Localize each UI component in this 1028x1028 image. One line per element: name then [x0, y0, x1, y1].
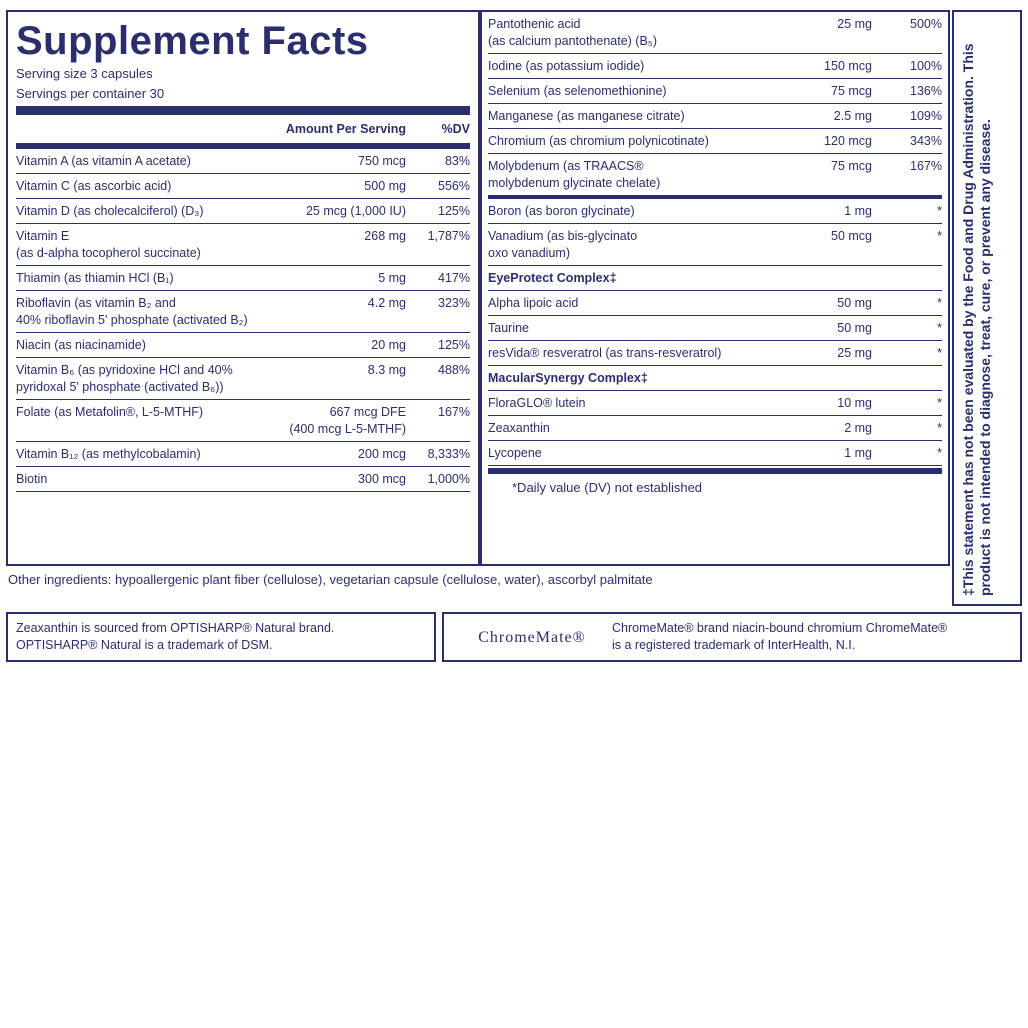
- table-row: [488, 416, 942, 441]
- table-row: [488, 391, 942, 416]
- table-row: [488, 291, 942, 316]
- nutrient-name: Folate (as Metafolin®, L-5-MTHF): [16, 405, 204, 419]
- nutrient-name: Vitamin A (as vitamin A acetate): [16, 154, 191, 168]
- nutrient-amount: 300 mcg: [358, 472, 406, 486]
- nutrient-dv: 167%: [438, 405, 470, 419]
- nutrient-name: Vanadium (as bis-glycinato oxo vanadium): [488, 229, 638, 260]
- servings-per-container: Servings per container 30: [16, 86, 165, 101]
- nutrient-amount: 150 mcg: [824, 59, 872, 73]
- table-row: [16, 333, 470, 358]
- nutrient-name: Chromium (as chromium polynicotinate): [488, 134, 709, 148]
- nutrient-amount: 2 mg: [844, 421, 872, 435]
- table-row: [16, 442, 470, 467]
- nutrient-name: Lycopene: [488, 446, 542, 460]
- nutrient-dv: 109%: [910, 109, 942, 123]
- nutrient-name: Thiamin (as thiamin HCl (B₁): [16, 271, 174, 285]
- zeaxanthin-note: [6, 612, 436, 662]
- nutrient-name: Boron (as boron glycinate): [488, 204, 635, 218]
- nutrient-amount: 20 mg: [371, 338, 406, 352]
- table-row: [16, 224, 470, 266]
- nutrient-name: FloraGLO® lutein: [488, 396, 586, 410]
- amount-header: Amount Per Serving: [285, 122, 406, 136]
- nutrient-dv: *: [937, 229, 942, 243]
- nutrient-amount: 120 mcg: [824, 134, 872, 148]
- nutrient-amount: 75 mcg: [831, 159, 872, 173]
- nutrient-name: Pantothenic acid (as calcium pantothenate) (B₅): [488, 17, 658, 48]
- nutrient-name: resVida® resveratrol (as trans-resveratrol): [488, 346, 722, 360]
- nutrient-name: Riboflavin (as vitamin B₂ and 40% riboflavin 5' phosphate (activated B₂): [16, 296, 248, 327]
- nutrient-dv: *: [937, 296, 942, 310]
- divider-bar: [16, 106, 470, 115]
- nutrient-amount: 25 mg: [837, 17, 872, 31]
- eyeprotect-list: [488, 291, 942, 366]
- nutrient-name: Molybdenum (as TRAACS® molybdenum glycinate chelate): [488, 159, 661, 190]
- table-row: [16, 467, 470, 492]
- dv-note: *Daily value (DV) not established: [512, 480, 703, 495]
- nutrient-name: Taurine: [488, 321, 529, 335]
- nutrient-dv: *: [937, 321, 942, 335]
- table-row: [488, 316, 942, 341]
- nutrient-dv: *: [937, 396, 942, 410]
- nutrient-dv: *: [937, 204, 942, 218]
- nutrient-amount: 50 mcg: [831, 229, 872, 243]
- nutrient-amount: 8.3 mg: [367, 363, 406, 377]
- serving-size: Serving size 3 capsules: [16, 66, 153, 81]
- nutrient-list-right-a: [488, 12, 942, 196]
- table-row: [16, 149, 470, 174]
- supplement-facts-left-panel: [6, 10, 480, 566]
- table-row: [488, 341, 942, 366]
- supplement-facts-right-panel: [480, 10, 950, 566]
- nutrient-dv: *: [937, 446, 942, 460]
- table-row: [16, 199, 470, 224]
- table-row: [16, 358, 470, 400]
- nutrient-dv: 1,000%: [427, 472, 470, 486]
- nutrient-amount: 667 mcg DFE (400 mcg L-5-MTHF): [289, 405, 406, 436]
- nutrient-name: Biotin: [16, 472, 48, 486]
- nutrient-name: Vitamin E (as d-alpha tocopherol succinate): [16, 229, 201, 260]
- column-header: [16, 115, 470, 143]
- table-row: [488, 104, 942, 129]
- nutrient-amount: 1 mg: [844, 446, 872, 460]
- nutrient-amount: 5 mg: [378, 271, 406, 285]
- table-row: [16, 174, 470, 199]
- nutrient-name: Vitamin C (as ascorbic acid): [16, 179, 172, 193]
- nutrient-dv: 125%: [438, 204, 470, 218]
- nutrient-dv: 136%: [910, 84, 942, 98]
- nutrient-name: Vitamin B₆ (as pyridoxine HCl and 40% pyridoxal 5' phosphate (activated B₆)): [16, 363, 233, 394]
- eyeprotect-title: EyeProtect Complex‡: [488, 266, 942, 291]
- page-title: Supplement Facts: [16, 19, 369, 63]
- chromemate-note: [442, 612, 1022, 662]
- nutrient-name: Niacin (as niacinamide): [16, 338, 146, 352]
- nutrient-name: Iodine (as potassium iodide): [488, 59, 645, 73]
- table-row: [16, 400, 470, 442]
- nutrient-list-left: [16, 149, 470, 492]
- table-row: [16, 266, 470, 291]
- dv-header: %DV: [441, 122, 470, 136]
- nutrient-name: Selenium (as selenomethionine): [488, 84, 667, 98]
- nutrient-amount: 50 mg: [837, 321, 872, 335]
- nutrient-dv: 323%: [438, 296, 470, 310]
- nutrient-amount: 50 mg: [837, 296, 872, 310]
- nutrient-name: Zeaxanthin: [488, 421, 550, 435]
- nutrient-dv: *: [937, 421, 942, 435]
- table-row: [16, 291, 470, 333]
- nutrient-dv: 125%: [438, 338, 470, 352]
- chromemate-note-text: ChromeMate® brand niacin-bound chromium ChromeMate® is a registered trademark of InterHealth, N.I.: [612, 621, 948, 652]
- zeaxanthin-note-text: Zeaxanthin is sourced from OPTISHARP® Natural brand. OPTISHARP® Natural is a trademark of DSM.: [16, 621, 335, 652]
- nutrient-amount: 268 mg: [364, 229, 406, 243]
- nutrient-name: Manganese (as manganese citrate): [488, 109, 685, 123]
- nutrient-dv: 417%: [438, 271, 470, 285]
- nutrient-dv: 488%: [438, 363, 470, 377]
- table-row: [488, 79, 942, 104]
- nutrient-name: Vitamin D (as cholecalciferol) (D₃): [16, 204, 204, 218]
- table-row: [488, 199, 942, 224]
- nutrient-dv: 343%: [910, 134, 942, 148]
- nutrient-dv: 500%: [910, 17, 942, 31]
- nutrient-amount: 75 mcg: [831, 84, 872, 98]
- table-row: [488, 224, 942, 266]
- table-row: [488, 129, 942, 154]
- table-row: [488, 54, 942, 79]
- other-ingredients: Other ingredients: hypoallergenic plant fiber (cellulose), vegetarian capsule (cellulose, water), ascorbyl palmitate: [8, 572, 653, 587]
- table-row: [488, 12, 942, 54]
- nutrient-list-right-b: [488, 199, 942, 266]
- nutrient-name: Vitamin B₁₂ (as methylcobalamin): [16, 447, 201, 461]
- nutrient-dv: 1,787%: [427, 229, 470, 243]
- nutrient-amount: 200 mcg: [358, 447, 406, 461]
- nutrient-dv: 167%: [910, 159, 942, 173]
- macular-title: MacularSynergy Complex‡: [488, 366, 942, 391]
- nutrient-dv: 83%: [444, 154, 470, 168]
- nutrient-amount: 25 mcg (1,000 IU): [305, 204, 406, 218]
- nutrient-dv: 556%: [438, 179, 470, 193]
- nutrient-amount: 2.5 mg: [833, 109, 872, 123]
- fda-statement: ‡This statement has not been evaluated by the Food and Drug Administration. This product is not intended to diagnose, treat, cure, or prevent any disease.: [960, 43, 993, 596]
- table-row: [488, 154, 942, 196]
- chromemate-logo: ChromeMate®: [478, 628, 586, 646]
- nutrient-dv: *: [937, 346, 942, 360]
- nutrient-amount: 4.2 mg: [367, 296, 406, 310]
- macular-list: [488, 391, 942, 466]
- nutrient-amount: 500 mg: [364, 179, 406, 193]
- nutrient-dv: 8,333%: [427, 447, 470, 461]
- nutrient-name: Alpha lipoic acid: [488, 296, 579, 310]
- fda-statement-box: [952, 10, 1022, 606]
- nutrient-amount: 1 mg: [844, 204, 872, 218]
- table-row: [488, 441, 942, 466]
- nutrient-amount: 25 mg: [837, 346, 872, 360]
- nutrient-amount: 10 mg: [837, 396, 872, 410]
- nutrient-amount: 750 mcg: [358, 154, 406, 168]
- nutrient-dv: 100%: [910, 59, 942, 73]
